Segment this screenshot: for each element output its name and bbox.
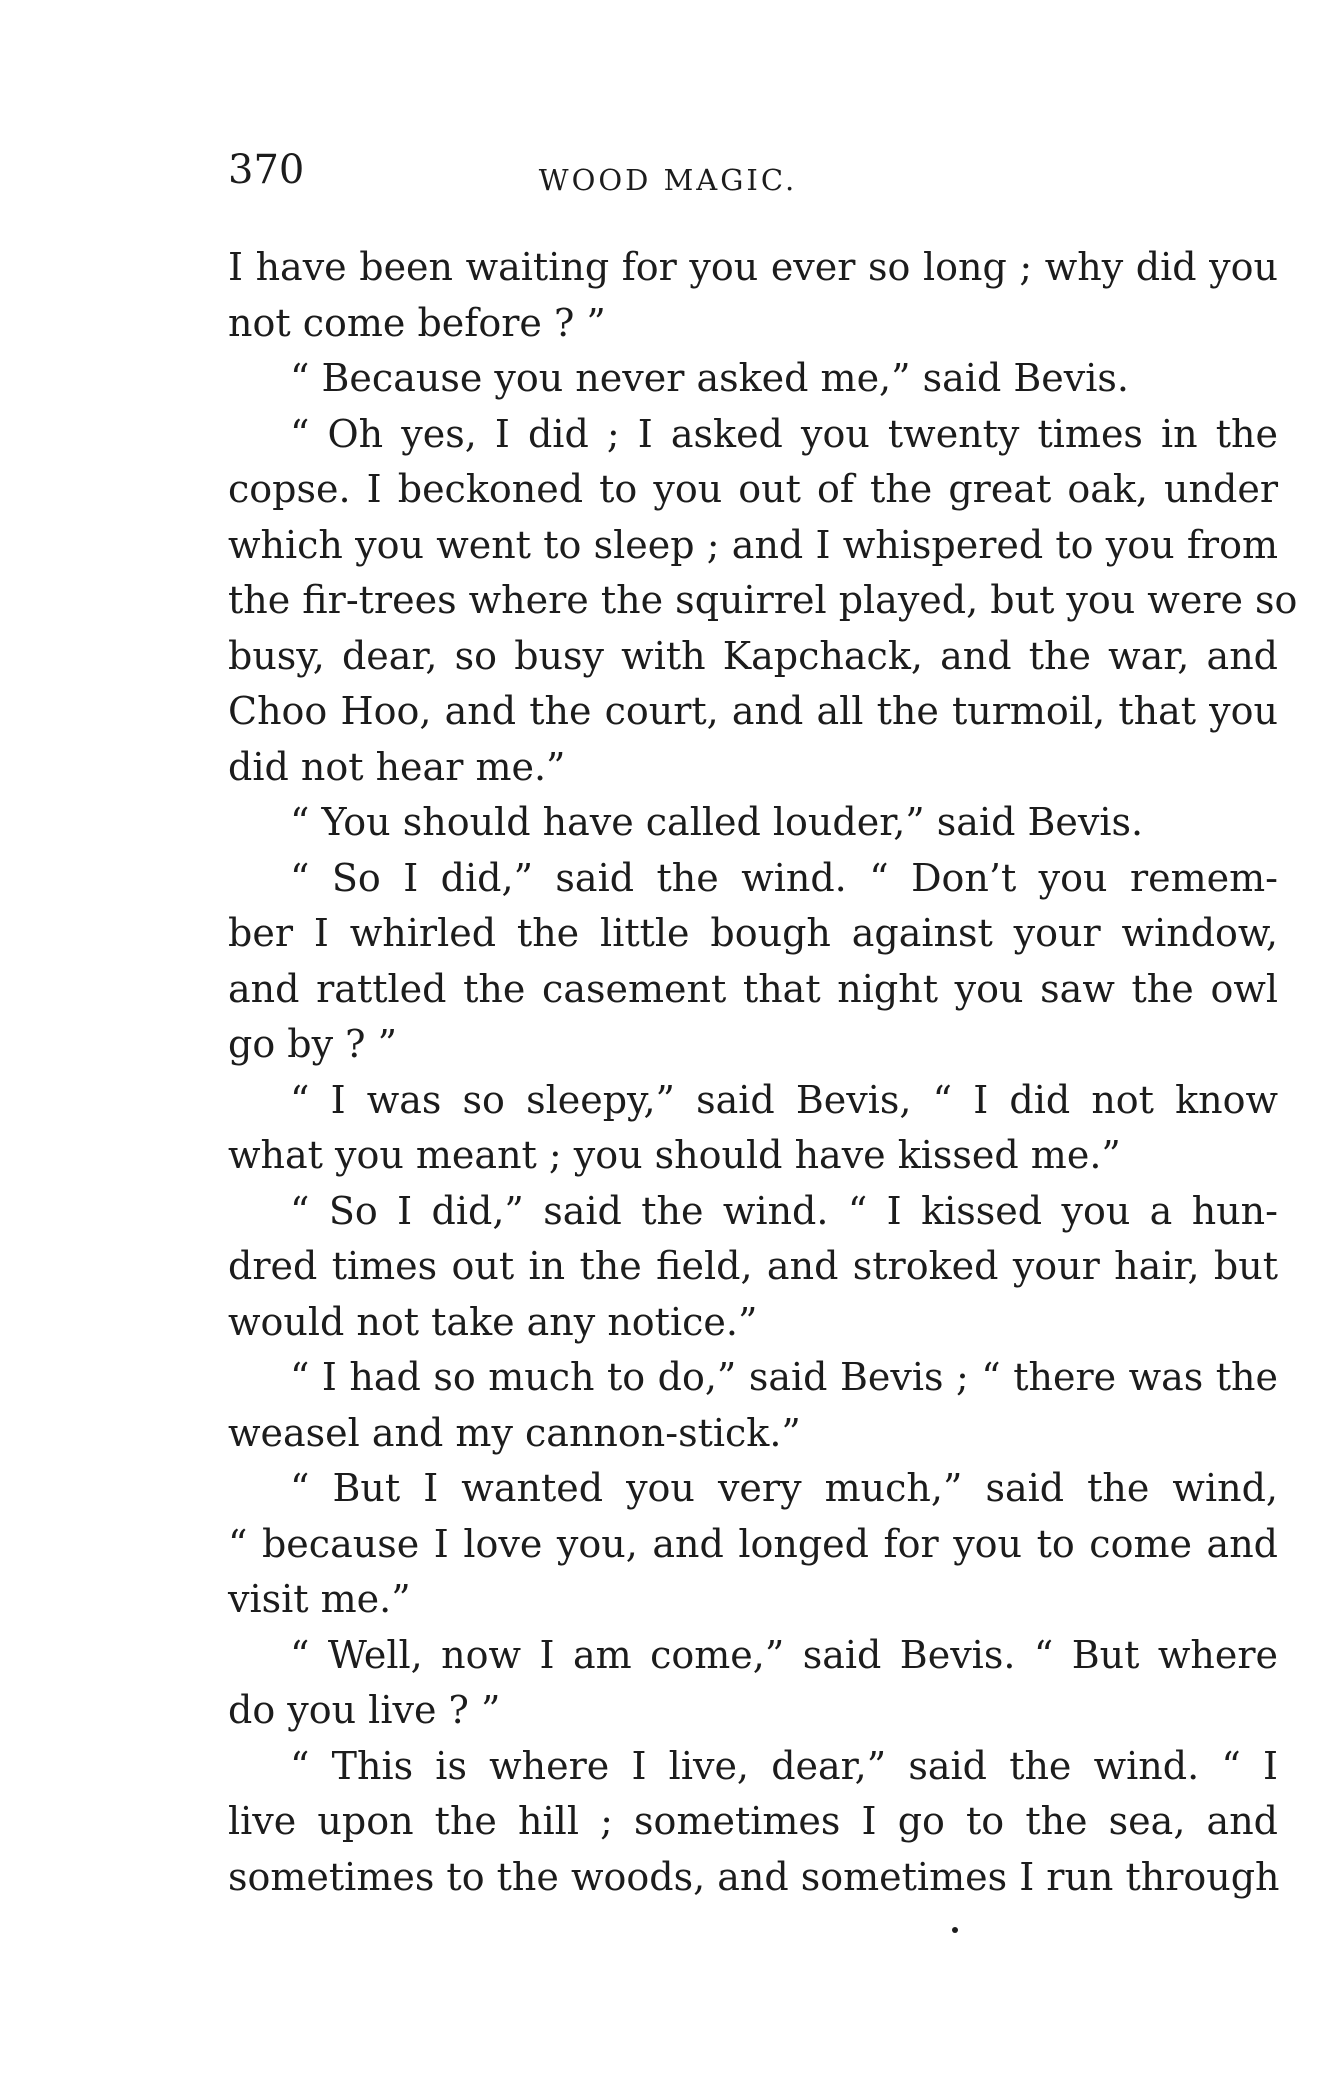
- body-text: [228, 240, 1298, 1905]
- page-number: 370: [228, 147, 305, 193]
- text-line: busy, dear, so busy with Kapchack, and the war, and: [228, 633, 1278, 678]
- text-line: sometimes to the woods, and sometimes I run through: [228, 1854, 1280, 1899]
- text-line: not come before ? ”: [228, 300, 606, 345]
- text-line: copse. I beckoned to you out of the great oak, under: [228, 467, 1278, 511]
- text-line: “ Well, now I am come,” said Bevis. “ But where: [290, 1632, 1278, 1677]
- text-line: weasel and my cannon-stick.”: [228, 1410, 801, 1455]
- text-line: I have been waiting for you ever so long ; why did you: [228, 245, 1278, 289]
- text-line: “ So I did,” said the wind. “ Don’t you remem-: [290, 855, 1278, 900]
- text-line: live upon the hill ; sometimes I go to the sea, and: [228, 1799, 1278, 1843]
- text-line: “ Oh yes, I did ; I asked you twenty times in the: [290, 411, 1278, 456]
- text-line: “ I had so much to do,” said Bevis ; “ there was the: [290, 1355, 1278, 1399]
- text-line: “ You should have called louder,” said Bevis.: [290, 800, 1144, 844]
- text-line: “ So I did,” said the wind. “ I kissed you a hun-: [290, 1188, 1278, 1233]
- text-line: Choo Hoo, and the court, and all the turmoil, that you: [228, 689, 1278, 733]
- text-line: what you meant ; you should have kissed me.”: [228, 1133, 1121, 1177]
- running-title: WOOD MAGIC.: [538, 163, 798, 197]
- ink-speck: [952, 1927, 958, 1933]
- text-line: visit me.”: [228, 1577, 411, 1621]
- text-line: go by ? ”: [228, 1022, 398, 1066]
- text-line: do you live ? ”: [228, 1688, 501, 1732]
- text-line: dred times out in the field, and stroked your hair, but: [228, 1244, 1278, 1288]
- text-line: “ because I love you, and longed for you to come and: [228, 1521, 1278, 1566]
- text-line: ber I whirled the little bough against your window,: [228, 911, 1278, 955]
- text-line: “ This is where I live, dear,” said the wind. “ I: [290, 1743, 1278, 1788]
- text-line: “ I was so sleepy,” said Bevis, “ I did not know: [290, 1077, 1278, 1122]
- text-line: would not take any notice.”: [228, 1299, 758, 1344]
- text-line: “ Because you never asked me,” said Bevis.: [290, 356, 1129, 400]
- text-line: and rattled the casement that night you saw the owl: [228, 966, 1278, 1011]
- text-line: “ But I wanted you very much,” said the wind,: [290, 1466, 1278, 1510]
- text-line: the fir-trees where the squirrel played, but you were so: [228, 578, 1298, 622]
- text-line: which you went to sleep ; and I whispered to you from: [228, 522, 1278, 567]
- text-line: did not hear me.”: [228, 744, 566, 789]
